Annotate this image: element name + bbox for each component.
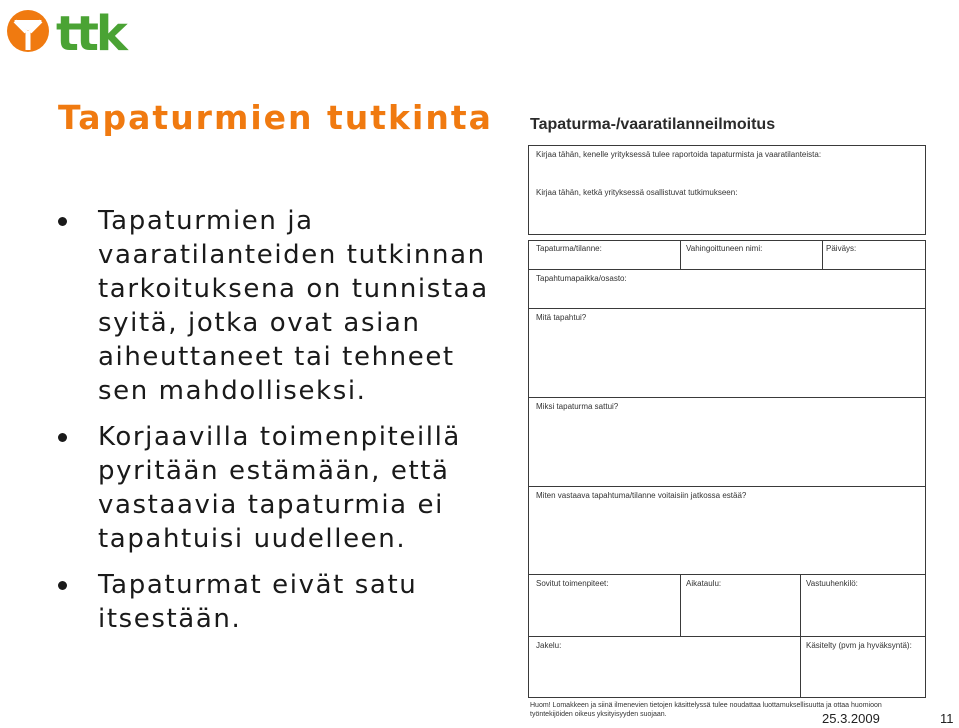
- field-participants: Kirjaa tähän, ketkä yrityksessä osallistuvat tutkimukseen:: [536, 188, 738, 197]
- form-divider: [822, 240, 823, 269]
- form-divider: [680, 240, 681, 269]
- field-location: Tapahtumapaikka/osasto:: [536, 274, 627, 283]
- incident-report-form: [526, 110, 930, 720]
- form-divider: [528, 486, 926, 487]
- bullet-dot-icon: [58, 217, 67, 226]
- bullet-item: [56, 204, 511, 408]
- bullet-dot-icon: [58, 581, 67, 590]
- bullet-text: Tapaturmien ja vaaratilanteiden tutkinnan tarkoituksena on tunnistaa syitä, jotka ovat asian aiheuttaneet tai tehneet sen mahdolliseksi.: [98, 206, 489, 406]
- form-note: Huom! Lomakkeen ja siinä ilmenevien tietojen käsittelyssä tulee noudattaa luottamuksellisuutta ja ottaa huomioon työntekijöiden oikeus yksityisyyden suojaan.: [530, 702, 882, 718]
- bullet-item: [56, 568, 511, 636]
- slide-title: Tapaturmien tutkinta: [58, 98, 493, 137]
- field-schedule: Aikataulu:: [686, 579, 722, 588]
- form-divider: [528, 574, 926, 575]
- field-injured-name: Vahingoittuneen nimi:: [686, 244, 763, 253]
- field-handled: Käsitelty (pvm ja hyväksyntä):: [806, 641, 912, 650]
- bullet-text: Tapaturmat eivät satu itsestään.: [98, 570, 418, 634]
- form-divider: [528, 636, 926, 637]
- field-prevent: Miten vastaava tapahtuma/tilanne voitaisiin jatkossa estää?: [536, 491, 747, 500]
- field-actions: Sovitut toimenpiteet:: [536, 579, 609, 588]
- bullet-item: [56, 420, 511, 556]
- form-title: Tapaturma-/vaaratilanneilmoitus: [530, 116, 776, 133]
- page-number: 11: [940, 711, 954, 726]
- bullet-text: Korjaavilla toimenpiteillä pyritään estämään, että vastaavia tapaturmia ei tapahtuisi uudelleen.: [98, 422, 461, 554]
- ttk-logo-mark: [6, 6, 156, 62]
- field-what-happened: Mitä tapahtui?: [536, 313, 587, 322]
- bullet-dot-icon: [58, 433, 67, 442]
- form-divider: [528, 397, 926, 398]
- field-report-to: Kirjaa tähän, kenelle yrityksessä tulee raportoida tapaturmista ja vaaratilanteista:: [536, 150, 822, 159]
- field-why: Miksi tapaturma sattui?: [536, 402, 619, 411]
- form-divider: [528, 308, 926, 309]
- logo-text: ttk: [56, 6, 125, 62]
- form-divider: [528, 269, 926, 270]
- field-distribution: Jakelu:: [536, 641, 562, 650]
- footer-date: 25.3.2009: [822, 711, 880, 726]
- field-date: Päiväys:: [826, 244, 857, 253]
- bullet-list: [56, 204, 511, 648]
- ttk-logo: [6, 6, 156, 62]
- field-incident: Tapaturma/tilanne:: [536, 244, 602, 253]
- form-divider: [680, 574, 681, 636]
- field-responsible: Vastuuhenkilö:: [806, 579, 858, 588]
